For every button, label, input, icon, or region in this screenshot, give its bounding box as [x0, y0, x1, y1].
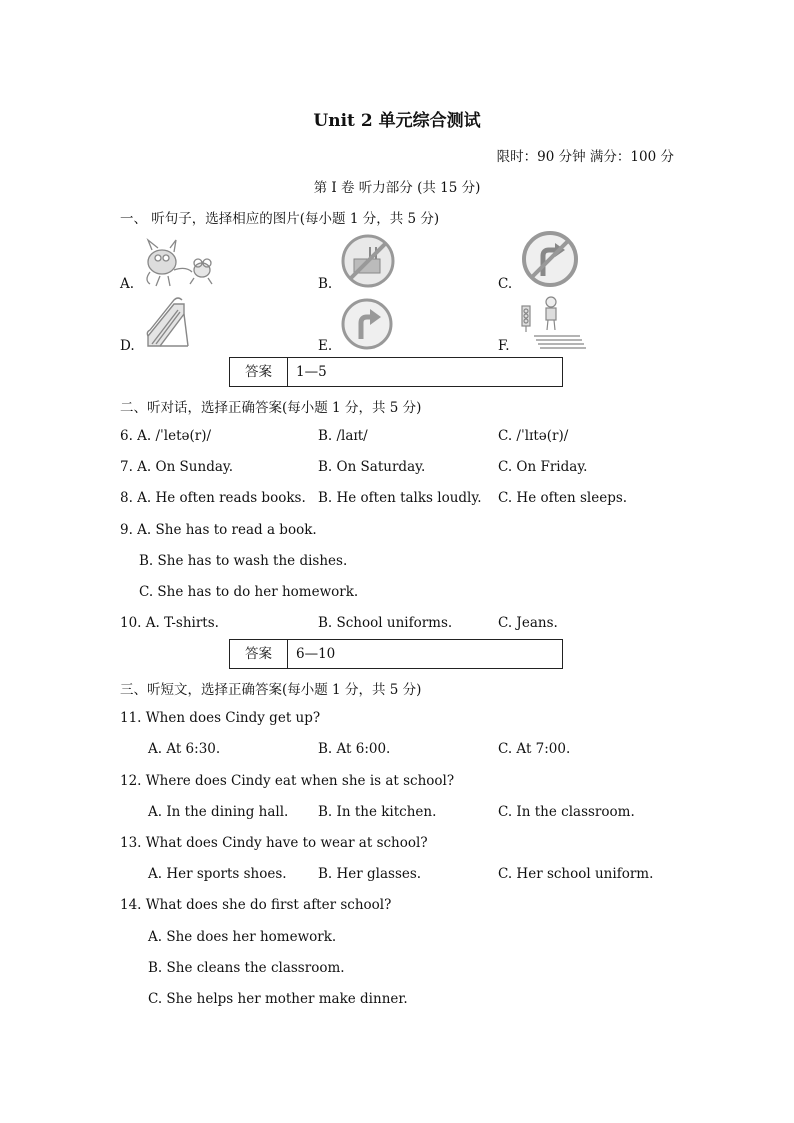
- q11-option-b: B. At 6:00.: [318, 741, 391, 757]
- q13-option-c: C. Her school uniform.: [498, 866, 654, 882]
- q6-option-a: 6. A. /ˈletə(r)/: [120, 428, 212, 444]
- q6-option-c: C. /ˈlɪtə(r)/: [498, 428, 569, 444]
- q6-option-b: B. /laɪt/: [318, 428, 368, 444]
- option-c-label: C.: [498, 276, 513, 292]
- section2-heading: 二、听对话，选择正确答案(每小题 1 分，共 5 分): [120, 400, 422, 416]
- traffic-light-crossing-icon: [516, 294, 586, 350]
- q11-question: 11. When does Cindy get up?: [120, 710, 321, 726]
- q8-option-c: C. He often sleeps.: [498, 490, 628, 506]
- q8-option-a: 8. A. He often reads books.: [120, 490, 306, 506]
- q10-option-b: B. School uniforms.: [318, 615, 453, 631]
- q12-option-a: A. In the dining hall.: [148, 804, 289, 820]
- time-limit: 限时：90 分钟 满分：100 分: [496, 149, 674, 165]
- q8-option-b: B. He often talks loudly.: [318, 490, 482, 506]
- q11-option-c: C. At 7:00.: [498, 741, 571, 757]
- q7-option-c: C. On Friday.: [498, 459, 588, 475]
- q10-option-c: C. Jeans.: [498, 615, 558, 631]
- no-eating-sign-icon: [340, 233, 396, 289]
- section1-heading: 一、 听句子，选择相应的图片(每小题 1 分，共 5 分): [120, 211, 440, 227]
- q9-option-c: C. She has to do her homework.: [139, 584, 359, 600]
- option-b-label: B.: [318, 276, 333, 292]
- q13-option-a: A. Her sports shoes.: [148, 866, 287, 882]
- q14-option-c: C. She helps her mother make dinner.: [148, 991, 408, 1007]
- q14-option-a: A. She does her homework.: [148, 929, 337, 945]
- q13-option-b: B. Her glasses.: [318, 866, 422, 882]
- q11-option-a: A. At 6:30.: [148, 741, 221, 757]
- turn-right-sign-icon: [340, 297, 394, 351]
- q14-question: 14. What does she do first after school?: [120, 897, 392, 913]
- answer-range: 1—5: [296, 364, 327, 380]
- option-d-label: D.: [120, 338, 135, 354]
- answer-label: 答案: [230, 358, 288, 386]
- option-f-label: F.: [498, 338, 510, 354]
- q13-question: 13. What does Cindy have to wear at school?: [120, 835, 428, 851]
- option-a-label: A.: [120, 276, 135, 292]
- q14-option-b: B. She cleans the classroom.: [148, 960, 345, 976]
- q10-option-a: 10. A. T-shirts.: [120, 615, 219, 631]
- q12-question: 12. Where does Cindy eat when she is at school?: [120, 773, 455, 789]
- q12-option-c: C. In the classroom.: [498, 804, 635, 820]
- q7-option-b: B. On Saturday.: [318, 459, 426, 475]
- cartoon-cat-mouse-icon: [140, 236, 218, 288]
- option-e-label: E.: [318, 338, 333, 354]
- q9-option-b: B. She has to wash the dishes.: [139, 553, 348, 569]
- q9-option-a: 9. A. She has to read a book.: [120, 522, 317, 538]
- answer-range: 6—10: [296, 646, 336, 662]
- q7-option-a: 7. A. On Sunday.: [120, 459, 234, 475]
- page-title: Unit 2 单元综合测试: [313, 111, 481, 131]
- q12-option-b: B. In the kitchen.: [318, 804, 437, 820]
- answer-label: 答案: [230, 640, 288, 668]
- no-right-turn-sign-icon: [521, 230, 579, 288]
- escalator-icon: [144, 296, 192, 350]
- answer-box-1-5[interactable]: [229, 357, 563, 387]
- answer-box-6-10[interactable]: [229, 639, 563, 669]
- part-heading: 第 I 卷 听力部分 (共 15 分): [313, 180, 481, 196]
- section3-heading: 三、听短文，选择正确答案(每小题 1 分，共 5 分): [120, 682, 422, 698]
